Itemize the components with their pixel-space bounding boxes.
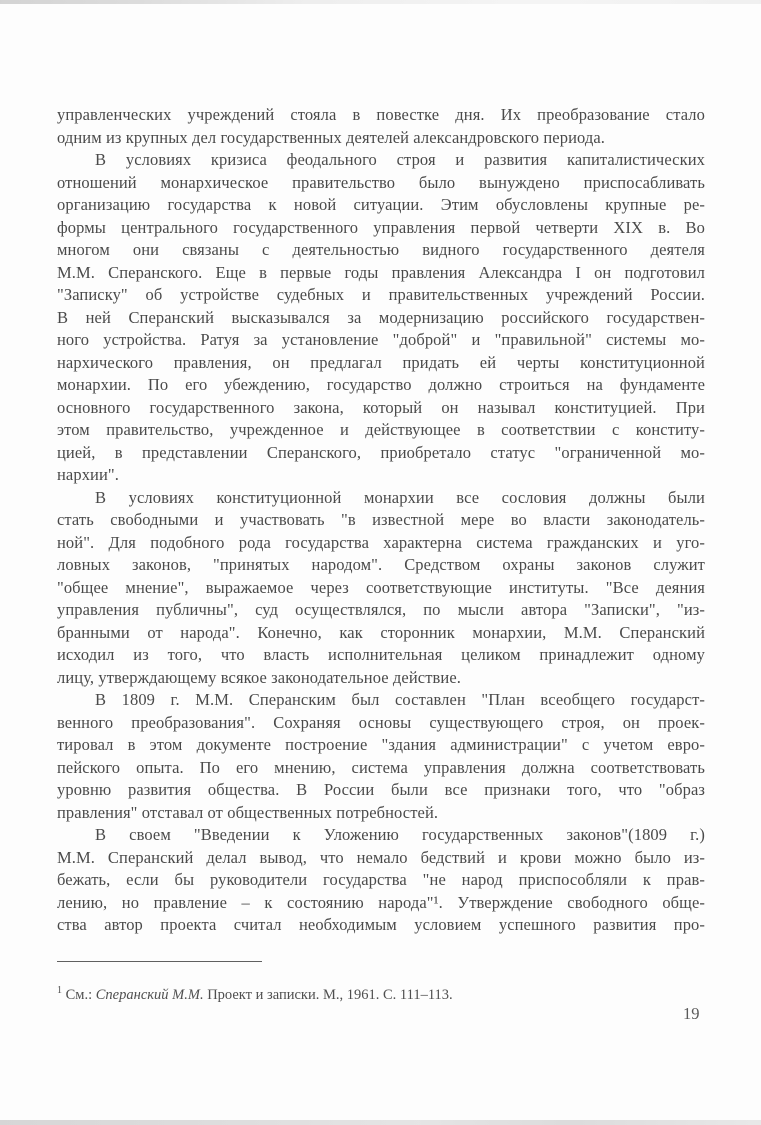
text-line: пейского опыта. По его мнению, система управления должна соответствовать [57,757,705,777]
text-line: "общее мнение", выражаемое через соответствующие институты. "Все деяния [57,577,705,597]
text-line: этом правительство, учрежденное и действующее в соответствии с конститу- [57,420,705,439]
text-line: лению, но правление – к состоянию народа"¹. Утверждение свободного обще- [57,892,705,912]
text-line: "Записку" об устройстве судебных и правительственных учреждений России. [57,285,705,304]
footnote-marker: 1 [57,985,62,997]
page-number: 19 [683,1004,700,1023]
text-line: В своем "Введении к Уложению государственных законов"(1809 г.) [95,825,705,844]
footnote-prefix: См.: [62,987,96,1003]
text-line: основного государственного закона, который он называл конституцией. При [57,397,705,417]
text-line: формы центрального государственного управления первой четверти XIX в. Во [57,217,705,237]
text-line: управленческих учреждений стояла в повестке дня. Их преобразование стало [57,105,705,124]
footnote [57,985,705,1005]
text-line: уровню развития общества. В России были все признаки того, что "образ [57,780,705,799]
text-line: одним из крупных дел государственных деятелей александровского периода. [57,127,606,147]
text-line: ства автор проекта считал необходимым условием успешного развития про- [57,915,705,934]
footnote-author: Сперанский М.М. [95,987,204,1003]
text-line: ной". Для подобного рода государства характерна система гражданских и уго- [57,532,705,552]
text-line: ловных законов, "принятых народом". Средством охраны законов служит [57,555,705,574]
footnote-divider [57,961,262,962]
text-line: бранными от народа". Конечно, как сторонник монархии, М.М. Сперанский [57,622,705,642]
text-line: многом они связаны с деятельностью видного государственного деятеля [57,240,705,259]
text-line: В условиях конституционной монархии все сословия должны были [95,487,705,507]
text-line: тировал в этом документе построение "здания администрации" с учетом евро- [57,735,705,754]
text-line: цией, в представлении Сперанского, приобретало статус "ограниченной мо- [57,442,705,462]
text-line: ного устройства. Ратуя за установление "доброй" и "правильной" системы мо- [57,330,705,349]
text-line: М.М. Сперанский делал вывод, что немало бедствий и крови можно было из- [57,847,705,867]
text-line: исходил из того, что власть исполнительная целиком принадлежит одному [57,645,705,664]
text-line: В ней Сперанский высказывался за модернизацию российского государствен- [57,307,705,327]
footnote-source: Проект и записки. М., 1961. С. 111–113. [203,987,453,1003]
text-line: управления публичны", суд осуществлялся, по мысли автора "Записки", "из- [57,600,705,619]
text-line: венного преобразования". Сохраняя основы существующего строя, он проек- [57,712,705,732]
paragraph [57,487,705,690]
text-line: лицу, утверждающему всякое законодательное действие. [57,667,461,687]
paragraph [57,104,705,149]
text-line: В условиях кризиса феодального строя и развития капиталистических [95,150,705,169]
paragraph [57,689,705,824]
text-line: стать свободными и участвовать "в известной мере во власти законодатель- [57,510,705,529]
text-block [57,104,705,937]
scan-edge-top [0,0,761,4]
scan-edge-bottom [0,1120,761,1125]
text-line: М.М. Сперанского. Еще в первые годы правления Александра I он подготовил [57,262,705,282]
text-line: отношений монархическое правительство было вынуждено приспосабливать [57,172,705,192]
text-line: нархии". [57,465,119,484]
paragraph [57,149,705,487]
text-line: монархии. По его убеждению, государство должно строиться на фундаменте [57,375,705,394]
text-line: организацию государства к новой ситуации. Этим обусловлены крупные ре- [57,195,705,214]
text-line: В 1809 г. М.М. Сперанским был составлен "План всеобщего государст- [95,690,705,709]
paragraph [57,824,705,937]
text-line: нархического правления, он предлагал придать ей черты конституционной [57,352,705,372]
text-line: правления" отставал от общественных потребностей. [57,802,439,822]
text-line: бежать, если бы руководители государства "не народ приспособляли к прав- [57,870,705,889]
